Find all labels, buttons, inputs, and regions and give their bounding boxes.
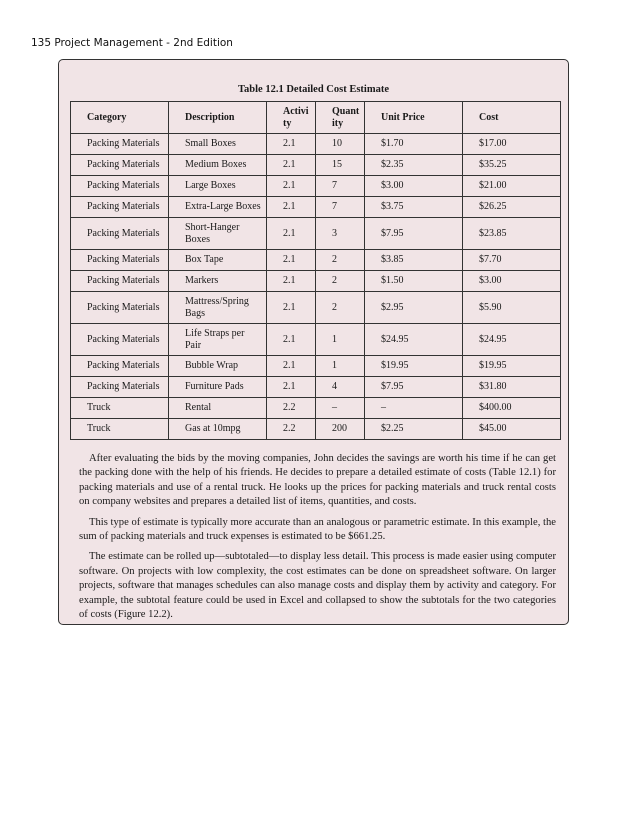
table-cell: 2.1 <box>267 218 316 250</box>
table-cell: 2 <box>316 292 365 324</box>
table-cell: $3.85 <box>365 250 463 271</box>
table-row <box>71 377 561 398</box>
table-cell: 2.1 <box>267 324 316 356</box>
table-cell: 10 <box>316 134 365 155</box>
column-header: Activi ty <box>267 102 316 134</box>
table-cell: 2.2 <box>267 398 316 419</box>
table-cell: $1.50 <box>365 271 463 292</box>
table-cell: 7 <box>316 197 365 218</box>
column-header: Quant ity <box>316 102 365 134</box>
table-cell: 2.1 <box>267 292 316 324</box>
table-row <box>71 176 561 197</box>
table-row <box>71 197 561 218</box>
table-cell: 1 <box>316 324 365 356</box>
table-row <box>71 324 561 356</box>
table-cell: Packing Materials <box>71 155 169 176</box>
table-cell: $19.95 <box>463 356 561 377</box>
cost-estimate-table <box>70 101 561 440</box>
table-cell: Gas at 10mpg <box>169 419 267 440</box>
table-cell: – <box>316 398 365 419</box>
table-cell: Packing Materials <box>71 377 169 398</box>
table-cell: Truck <box>71 419 169 440</box>
table-cell: $21.00 <box>463 176 561 197</box>
table-cell: $5.90 <box>463 292 561 324</box>
table-caption: Table 12.1 Detailed Cost Estimate <box>238 84 389 95</box>
body-text <box>79 452 556 628</box>
content-box <box>58 59 569 625</box>
table-row <box>71 398 561 419</box>
table-cell: Bubble Wrap <box>169 356 267 377</box>
table-cell: 3 <box>316 218 365 250</box>
table-cell: 2 <box>316 271 365 292</box>
table-cell: 2.1 <box>267 134 316 155</box>
table-cell: Life Straps per Pair <box>169 324 267 356</box>
table-cell: $31.80 <box>463 377 561 398</box>
table-row <box>71 250 561 271</box>
table-cell: Packing Materials <box>71 134 169 155</box>
column-header: Unit Price <box>365 102 463 134</box>
table-cell: – <box>365 398 463 419</box>
table-cell: $2.35 <box>365 155 463 176</box>
paragraph: The estimate can be rolled up—subtotaled—to display less detail. This process is made easier using computer software. On projects with low complexity, the cost estimates can be done on spreadsheet software. On larger projects, software that manages schedules can also manage costs and display them by activity and category. For example, the subtotal feature could be used in Excel and collapsed to show the subtotals for the two categories of costs (Figure 12.2). <box>79 551 556 621</box>
column-header: Description <box>169 102 267 134</box>
table-cell: 2.1 <box>267 271 316 292</box>
table-cell: $23.85 <box>463 218 561 250</box>
table-cell: Packing Materials <box>71 218 169 250</box>
table-cell: Furniture Pads <box>169 377 267 398</box>
table-row <box>71 271 561 292</box>
table-cell: $35.25 <box>463 155 561 176</box>
table-cell: $400.00 <box>463 398 561 419</box>
column-header: Cost <box>463 102 561 134</box>
table-cell: 15 <box>316 155 365 176</box>
table-cell: 1 <box>316 356 365 377</box>
table-cell: Medium Boxes <box>169 155 267 176</box>
table-cell: 2.1 <box>267 197 316 218</box>
column-header: Category <box>71 102 169 134</box>
table-cell: Large Boxes <box>169 176 267 197</box>
table-cell: $7.70 <box>463 250 561 271</box>
table-cell: Small Boxes <box>169 134 267 155</box>
table-cell: $3.00 <box>365 176 463 197</box>
table-cell: $24.95 <box>463 324 561 356</box>
table-cell: 7 <box>316 176 365 197</box>
table-cell: $24.95 <box>365 324 463 356</box>
table-cell: 2.1 <box>267 377 316 398</box>
table-cell: 2.1 <box>267 155 316 176</box>
table-row <box>71 218 561 250</box>
table-cell: $45.00 <box>463 419 561 440</box>
table-cell: $3.00 <box>463 271 561 292</box>
table-cell: $1.70 <box>365 134 463 155</box>
table-cell: $17.00 <box>463 134 561 155</box>
table-cell: 4 <box>316 377 365 398</box>
table-row <box>71 134 561 155</box>
table-cell: $3.75 <box>365 197 463 218</box>
table-row <box>71 356 561 377</box>
table-cell: Rental <box>169 398 267 419</box>
table-row <box>71 292 561 324</box>
table-cell: $19.95 <box>365 356 463 377</box>
table-cell: $7.95 <box>365 377 463 398</box>
table-cell: Mattress/Spring Bags <box>169 292 267 324</box>
table-cell: $2.95 <box>365 292 463 324</box>
table-cell: Short-Hanger Boxes <box>169 218 267 250</box>
table-cell: Box Tape <box>169 250 267 271</box>
table-cell: 2.1 <box>267 250 316 271</box>
table-cell: Packing Materials <box>71 176 169 197</box>
table-row <box>71 155 561 176</box>
paragraph: After evaluating the bids by the moving companies, John decides the savings are worth his time if he can get the packing done with the help of his friends. He decides to prepare a detailed estimate of costs (Table 12.1) for packing materials and use of a rental truck. He looks up the prices for packing materials and truck rental costs on company websites and prepares a detailed list of items, quantities, and costs. <box>79 453 556 508</box>
table-cell: Packing Materials <box>71 197 169 218</box>
table-cell: Truck <box>71 398 169 419</box>
table-cell: 2.1 <box>267 356 316 377</box>
table-cell: 2.1 <box>267 176 316 197</box>
paragraph: This type of estimate is typically more accurate than an analogous or parametric estimate. In this example, the sum of packing materials and truck expenses is estimated to be $661.25. <box>79 516 556 543</box>
table-cell: $26.25 <box>463 197 561 218</box>
table-header-row <box>71 102 561 134</box>
table-cell: 2 <box>316 250 365 271</box>
table-cell: 2.2 <box>267 419 316 440</box>
table-cell: $2.25 <box>365 419 463 440</box>
table-row <box>71 419 561 440</box>
running-header: 135 Project Management - 2nd Edition <box>31 37 233 49</box>
table-cell: Markers <box>169 271 267 292</box>
table-cell: Extra-Large Boxes <box>169 197 267 218</box>
table-cell: Packing Materials <box>71 356 169 377</box>
table-cell: Packing Materials <box>71 250 169 271</box>
table-cell: Packing Materials <box>71 271 169 292</box>
table-cell: Packing Materials <box>71 292 169 324</box>
table-cell: 200 <box>316 419 365 440</box>
table-cell: $7.95 <box>365 218 463 250</box>
table-cell: Packing Materials <box>71 324 169 356</box>
